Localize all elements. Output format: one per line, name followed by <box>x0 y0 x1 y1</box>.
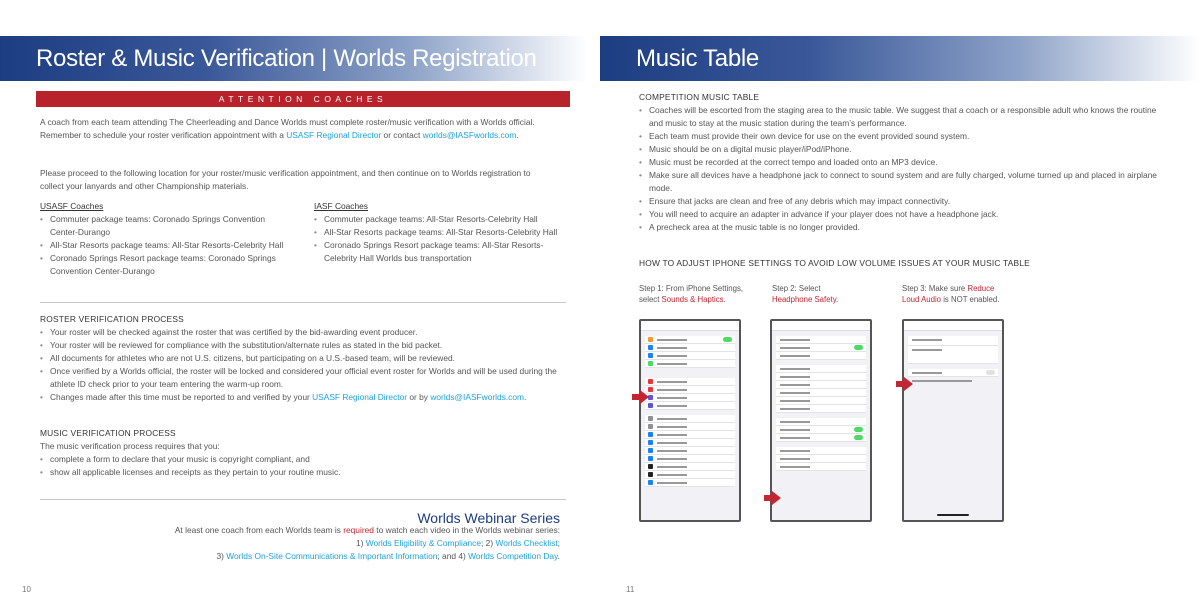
usasf-director-link[interactable]: USASF Regional Director <box>286 130 382 140</box>
attention-coaches-bar <box>36 91 570 107</box>
usasf-heading: USASF Coaches <box>40 201 104 211</box>
loud-audio-label: Loud Audio <box>902 295 942 304</box>
headphone-safety-label: Headphone Safety <box>772 295 837 304</box>
intro-paragraph: A coach from each team attending The Cheerleading and Dance Worlds must complete roster/music verification with a Worlds official. Remember to schedule your roster verification appointment with a USASF Regional Director or contact worlds@IASFworlds.com. <box>40 117 535 140</box>
sounds-haptics-screenshot <box>770 319 872 522</box>
red-arrow-icon <box>772 491 781 505</box>
onsite-communications-link[interactable]: Worlds On-Site Communications & Important Information <box>226 551 438 561</box>
list-item: • A precheck area at the music table is no longer provided. <box>639 221 1157 234</box>
list-item: • All documents for athletes who are not U.S. citizens, but participating on a U.S.-based team, will be reviewed. <box>40 352 566 365</box>
list-item: • complete a form to declare that your music is copyright compliant, and <box>40 453 566 466</box>
red-arrow-icon <box>904 377 913 391</box>
iasf-coaches-section <box>314 200 562 265</box>
worlds-email-link[interactable]: worlds@IASFworlds.com <box>422 130 517 140</box>
required-emphasis: required <box>343 525 374 535</box>
step-3-caption: Step 3: Make sure Reduce Loud Audio is NOT enabled. <box>902 284 1000 304</box>
worlds-email-link[interactable]: worlds@IASFworlds.com <box>430 392 524 402</box>
left-banner-title: Roster & Music Verification | Worlds Registration <box>36 44 537 72</box>
list-item: • All-Star Resorts package teams: All-Star Resorts-Celebrity Hall <box>40 239 292 252</box>
competition-music-section <box>639 91 1157 234</box>
list-item: • Commuter package teams: Coronado Springs Convention Center-Durango <box>40 213 292 239</box>
page-number: 10 <box>22 585 31 594</box>
list-item: • Your roster will be checked against the roster that was certified by the bid-awarding event producer. <box>40 326 566 339</box>
list-item: • show all applicable licenses and receipts as they pertain to your routine music. <box>40 466 566 479</box>
webinar-text: At least one coach from each Worlds team is required to watch each video in the Worlds webinar series: 1) Worlds Eligibility & Compliance; 2) Worlds Checklist; 3) Worlds On-Site Communications & Important Information; and 4) Worlds Competition Day. <box>174 525 560 561</box>
reduce-label: Reduce <box>967 284 995 293</box>
list-item: • Once verified by a Worlds official, the roster will be locked and considered your official event roster for Worlds and will be used during the athlete ID check prior to your team entering the warm-up room. <box>40 365 566 391</box>
webinar-title: Worlds Webinar Series <box>417 510 560 526</box>
usasf-director-link[interactable]: USASF Regional Director <box>312 392 408 402</box>
divider <box>40 302 566 303</box>
right-banner <box>600 36 1200 81</box>
roster-heading: ROSTER VERIFICATION PROCESS <box>40 314 184 324</box>
divider <box>40 499 566 500</box>
list-item: • Coaches will be escorted from the staging area to the music table. We suggest that a coach or a responsible adult who knows the routine and music to stay at the music station during the team’s performance. <box>639 104 1157 130</box>
iphone-settings-heading: HOW TO ADJUST IPHONE SETTINGS TO AVOID LOW VOLUME ISSUES AT YOUR MUSIC TABLE <box>639 258 1030 268</box>
list-item: • Commuter package teams: All-Star Resorts-Celebrity Hall <box>314 213 562 226</box>
list-item: • You will need to acquire an adapter in advance if your player does not have a headphone jack. <box>639 208 1157 221</box>
usasf-coaches-section <box>40 200 292 278</box>
right-page <box>600 0 1200 600</box>
iphone-settings-screenshot <box>639 319 741 522</box>
worlds-checklist-link[interactable]: Worlds Checklist <box>495 538 558 548</box>
music-verification-section <box>40 427 566 479</box>
roster-verification-section <box>40 313 566 404</box>
eligibility-compliance-link[interactable]: Worlds Eligibility & Compliance <box>365 538 482 548</box>
competition-heading: COMPETITION MUSIC TABLE <box>639 92 760 102</box>
page-number: 11 <box>626 585 635 594</box>
list-item: • All-Star Resorts package teams: All-Star Resorts-Celebrity Hall <box>314 226 562 239</box>
step-1-caption: Step 1: From iPhone Settings, select Sounds & Haptics. <box>639 284 744 304</box>
list-item: • Make sure all devices have a headphone jack to connect to sound system and are fully charged, volume turned up and placed in airplane mode. <box>639 169 1157 195</box>
list-item: • Coronado Springs Resort package teams: All-Star Resorts-Celebrity Hall Worlds bus transportation <box>314 239 562 265</box>
list-item: • Changes made after this time must be reported to and verified by your USASF Regional Director or by worlds@IASFworlds.com. <box>40 391 566 404</box>
music-heading: MUSIC VERIFICATION PROCESS <box>40 428 176 438</box>
list-item: • Music must be recorded at the correct tempo and loaded onto an MP3 device. <box>639 156 1157 169</box>
red-arrow-icon <box>640 390 649 404</box>
music-intro: The music verification process requires that you: <box>40 441 220 451</box>
list-item: • Your roster will be reviewed for compliance with the substitution/alternate rules as stated in the bid packet. <box>40 339 566 352</box>
proceed-paragraph: Please proceed to the following location for your roster/music verification appointment, and then continue on to Worlds registration to collect your lanyards and other Championship materials. <box>40 168 531 191</box>
sounds-haptics-label: Sounds & Haptics <box>661 295 724 304</box>
list-item: • Coronado Springs Resort package teams: Coronado Springs Convention Center-Durango <box>40 252 292 278</box>
list-item: • Music should be on a digital music player/iPod/iPhone. <box>639 143 1157 156</box>
competition-day-link[interactable]: Worlds Competition Day <box>468 551 558 561</box>
left-banner <box>0 36 588 81</box>
list-item: • Ensure that jacks are clean and free of any debris which may impact connectivity. <box>639 195 1157 208</box>
headphone-safety-screenshot <box>902 319 1004 522</box>
right-banner-title: Music Table <box>636 44 759 72</box>
list-item: • Each team must provide their own device for use on the event provided sound system. <box>639 130 1157 143</box>
attention-label: ATTENTION COACHES <box>218 94 388 104</box>
iasf-heading: IASF Coaches <box>314 201 368 211</box>
step-2-caption: Step 2: Select Headphone Safety. <box>772 284 839 304</box>
